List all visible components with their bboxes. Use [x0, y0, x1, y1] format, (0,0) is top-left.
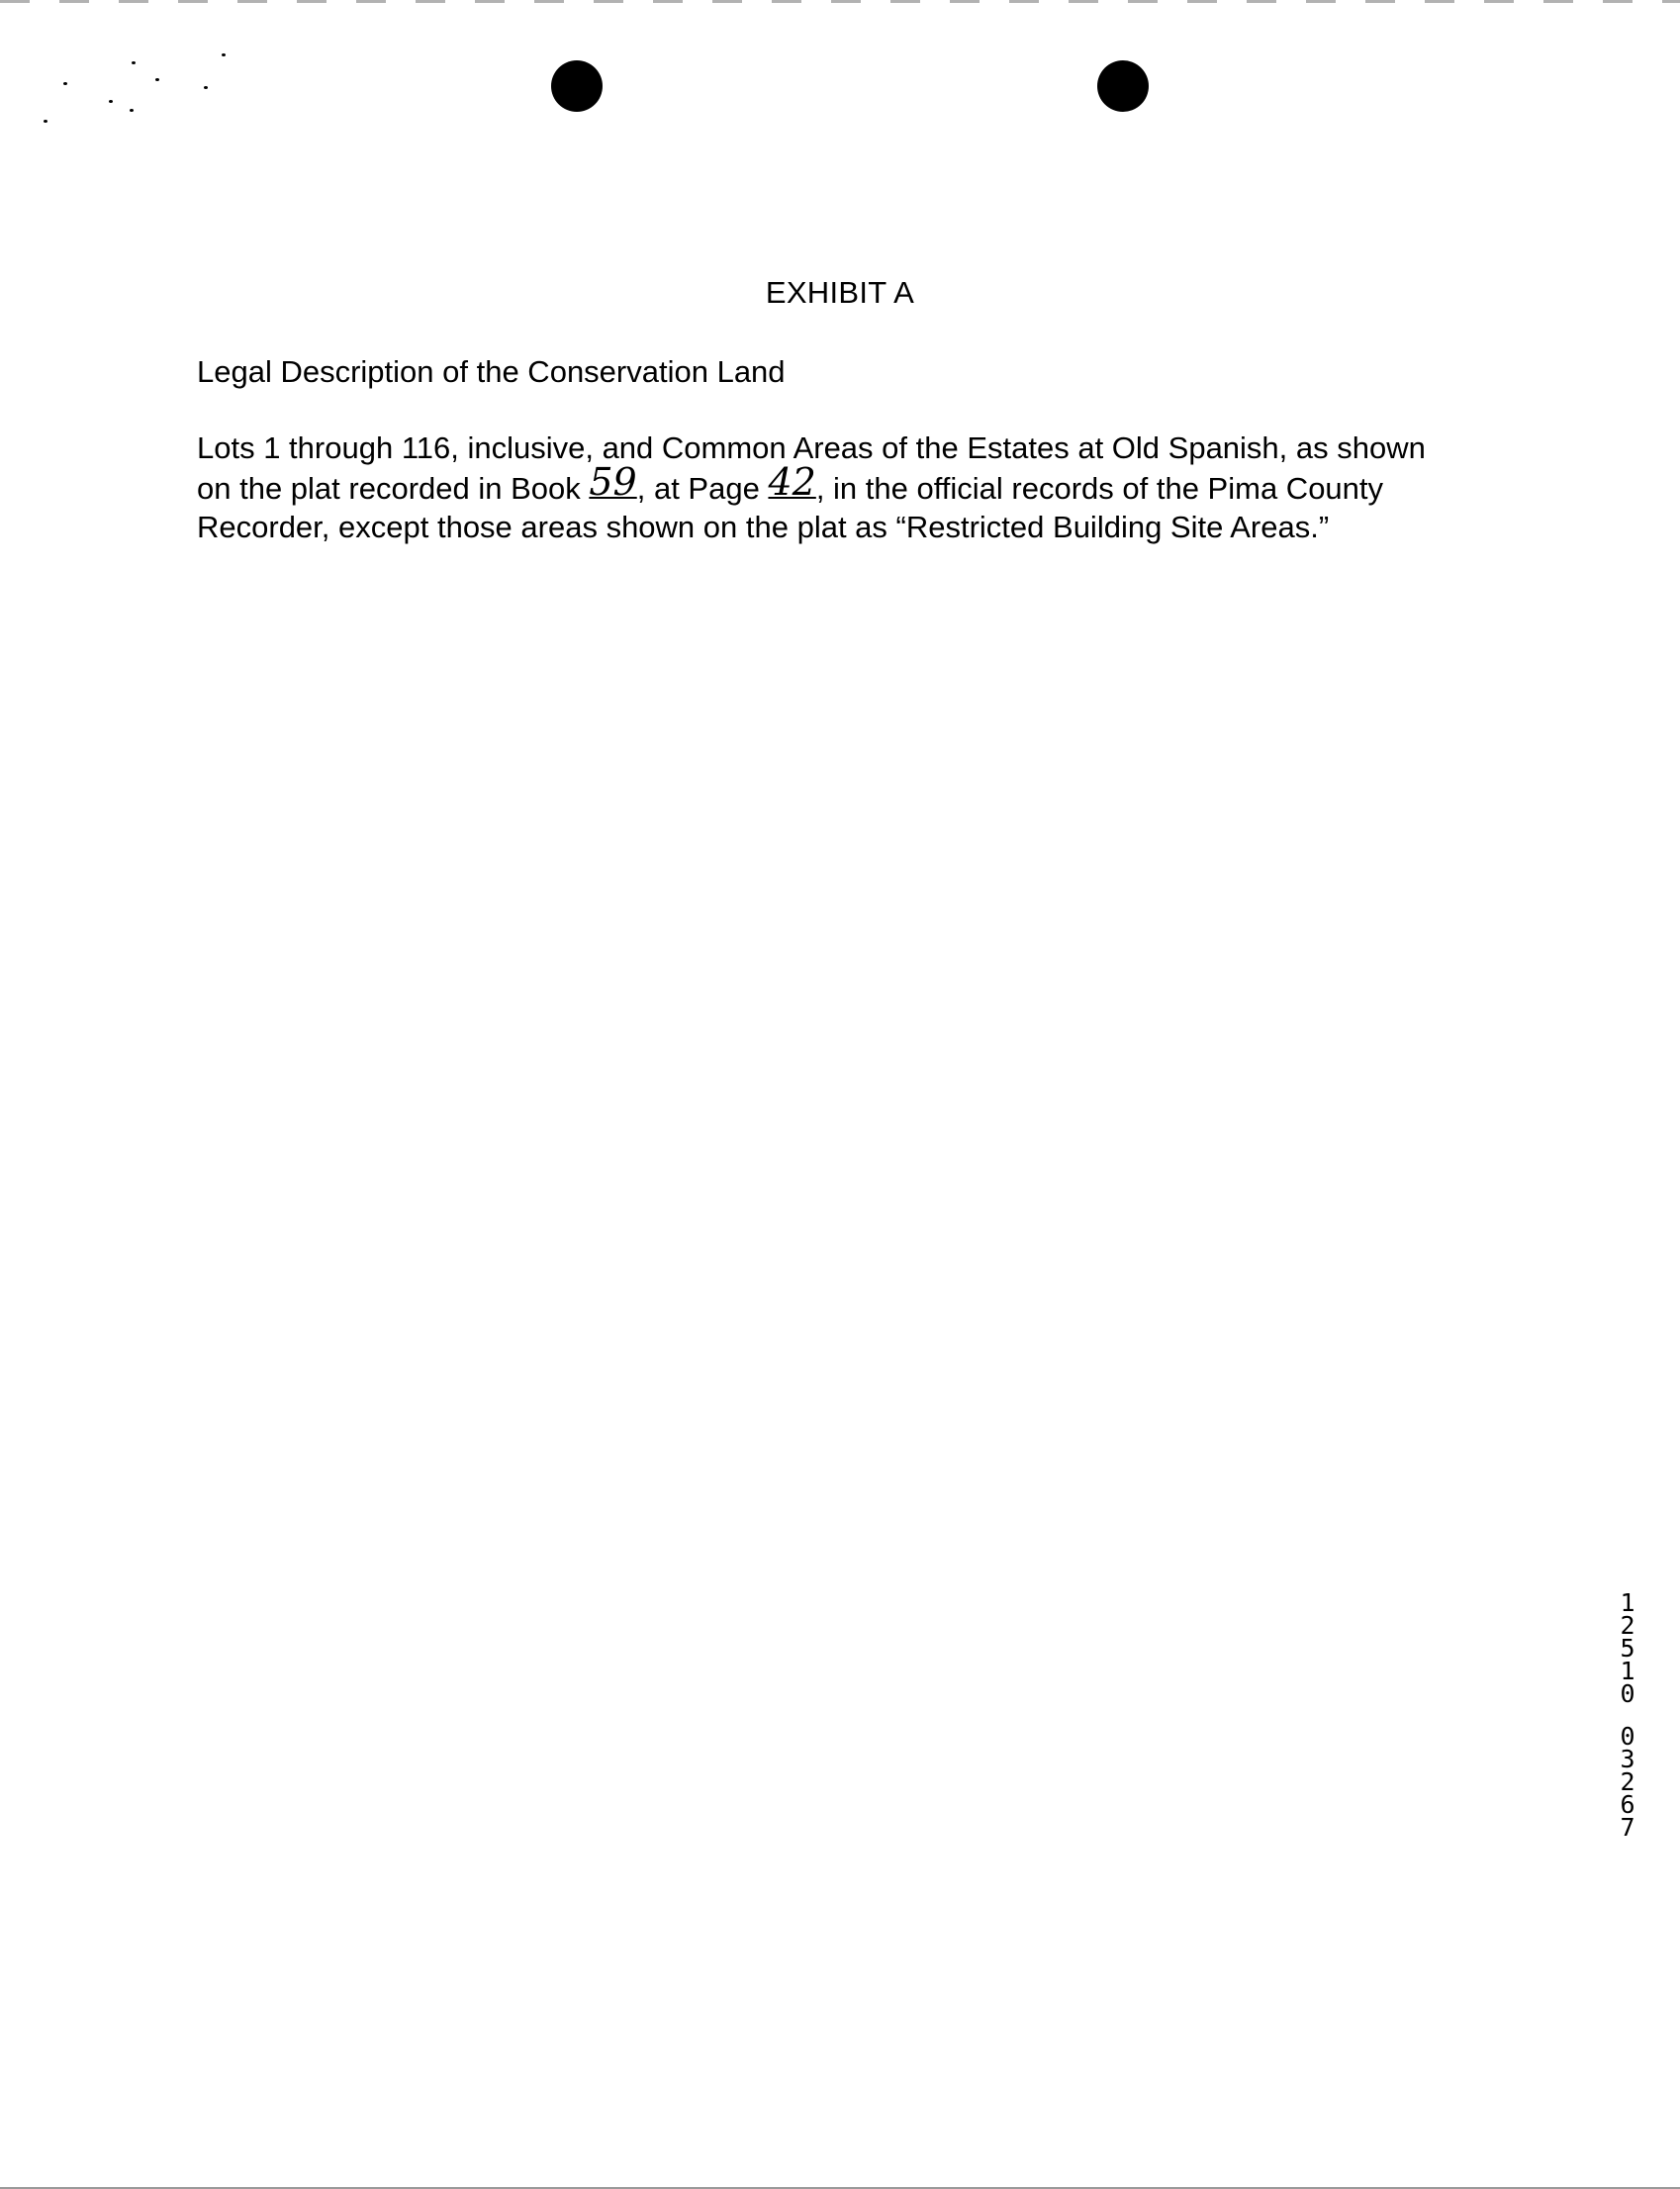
punch-hole-right: [1097, 60, 1149, 112]
scan-speck: [44, 120, 47, 123]
legal-description-paragraph: [197, 428, 1503, 546]
recording-document-number: [1613, 1588, 1642, 1842]
exhibit-title-text: EXHIBIT A: [765, 275, 915, 310]
doc-number-digit: 2: [1620, 1767, 1635, 1796]
scan-speck: [155, 78, 159, 81]
scan-speck: [132, 61, 136, 64]
doc-number-digit: 7: [1620, 1813, 1635, 1842]
scan-speck: [130, 109, 134, 112]
punch-hole-left: [551, 60, 603, 112]
line2-between: , at Page: [636, 471, 769, 506]
scan-speck: [204, 86, 208, 89]
doc-number-digit: 1: [1620, 1657, 1635, 1685]
paragraph-line-3: Recorder, except those areas shown on the plat as “Restricted Building Site Areas.”: [197, 510, 1330, 544]
legal-description-heading: Legal Description of the Conservation Land: [197, 354, 786, 389]
scan-speck: [222, 53, 226, 56]
line2-before-book: on the plat recorded in Book: [197, 471, 590, 506]
line2-after-page: , in the official records of the Pima County: [815, 471, 1384, 506]
doc-number-digit: 0: [1620, 1722, 1635, 1751]
doc-number-digit: 2: [1620, 1611, 1635, 1640]
doc-number-digit: 0: [1620, 1679, 1635, 1708]
exhibit-title: [0, 275, 1680, 311]
paragraph-line-1: Lots 1 through 116, inclusive, and Common Areas of the Estates at Old Spanish, as shown: [197, 430, 1426, 465]
scan-speck: [109, 100, 113, 103]
scan-speck: [63, 82, 67, 85]
doc-number-digit: 6: [1620, 1790, 1635, 1819]
doc-number-digit: 3: [1620, 1745, 1635, 1773]
doc-number-digit: 5: [1620, 1634, 1635, 1663]
paragraph-line-2: [197, 460, 1503, 508]
doc-number-digit: 1: [1620, 1588, 1635, 1617]
handwritten-page-number: 42: [768, 460, 816, 504]
handwritten-book-number: 59: [589, 460, 637, 504]
scan-edge-top: [0, 0, 1680, 3]
